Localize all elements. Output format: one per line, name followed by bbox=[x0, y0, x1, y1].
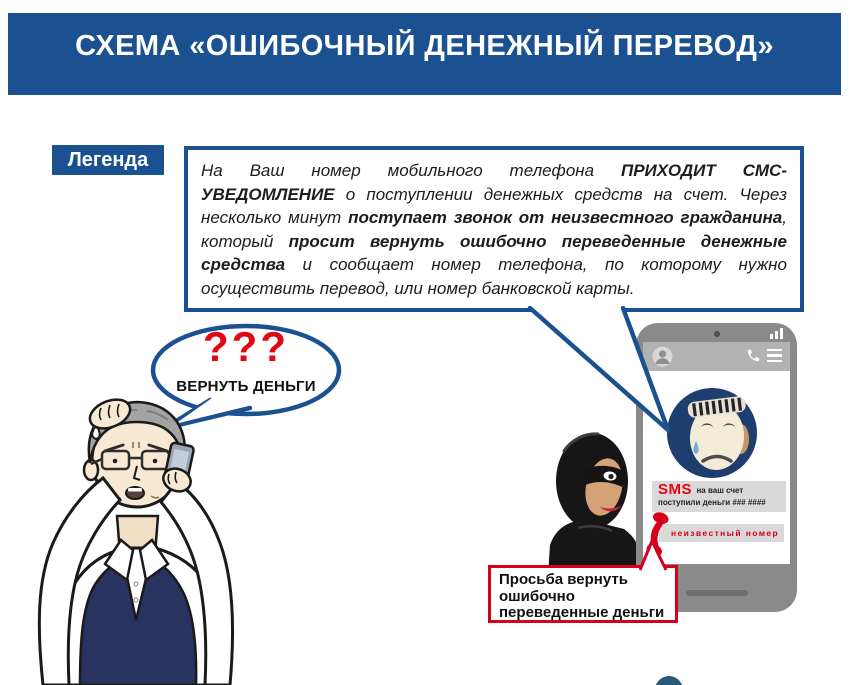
hamburger-menu-icon bbox=[767, 349, 782, 362]
camera-dot-icon bbox=[714, 331, 720, 337]
header-banner bbox=[8, 13, 841, 95]
crying-face-illustration bbox=[665, 385, 761, 481]
sms-message-text: на ваш счет поступили деньги ### #### bbox=[658, 486, 766, 507]
note-callout-tail bbox=[630, 536, 676, 572]
note-line-2: ошибочно bbox=[499, 587, 575, 605]
legend-text: На Ваш номер мобильного телефона ПРИХОДИТ СМС-УВЕДОМЛЕНИЕ о поступлении денежных средств на счет. Через несколько минут поступает звонок от неизвестного гражданина, который просит вернуть ошибочно переведенные денежные средства и сообщает номер телефона, по которому нужно осуществить перевод, или номер банковской карты. bbox=[201, 161, 787, 298]
sms-message-box bbox=[652, 481, 786, 512]
legend-label: Легенда bbox=[52, 145, 164, 175]
note-line-3: переведенные деньги bbox=[499, 604, 665, 621]
call-icon bbox=[746, 348, 761, 363]
caller-id-box: неизвестный номер bbox=[659, 524, 784, 542]
legend-text-box bbox=[184, 146, 804, 312]
bubble-text: ВЕРНУТЬ ДЕНЬГИ bbox=[176, 378, 316, 395]
scammer-note bbox=[488, 565, 678, 623]
note-line-1: Просьба вернуть bbox=[499, 571, 628, 588]
elderly-man-illustration bbox=[25, 388, 250, 685]
phone-header-bar bbox=[643, 342, 790, 371]
contact-avatar-icon bbox=[652, 346, 673, 367]
sms-label: SMS bbox=[658, 481, 693, 498]
question-marks: ??? bbox=[203, 323, 289, 370]
home-bar bbox=[686, 590, 748, 596]
page-title: СХЕМА «ОШИБОЧНЫЙ ДЕНЕЖНЫЙ ПЕРЕВОД» bbox=[75, 30, 774, 62]
step-circle-blue bbox=[655, 676, 683, 685]
signal-bars-icon bbox=[770, 328, 783, 339]
